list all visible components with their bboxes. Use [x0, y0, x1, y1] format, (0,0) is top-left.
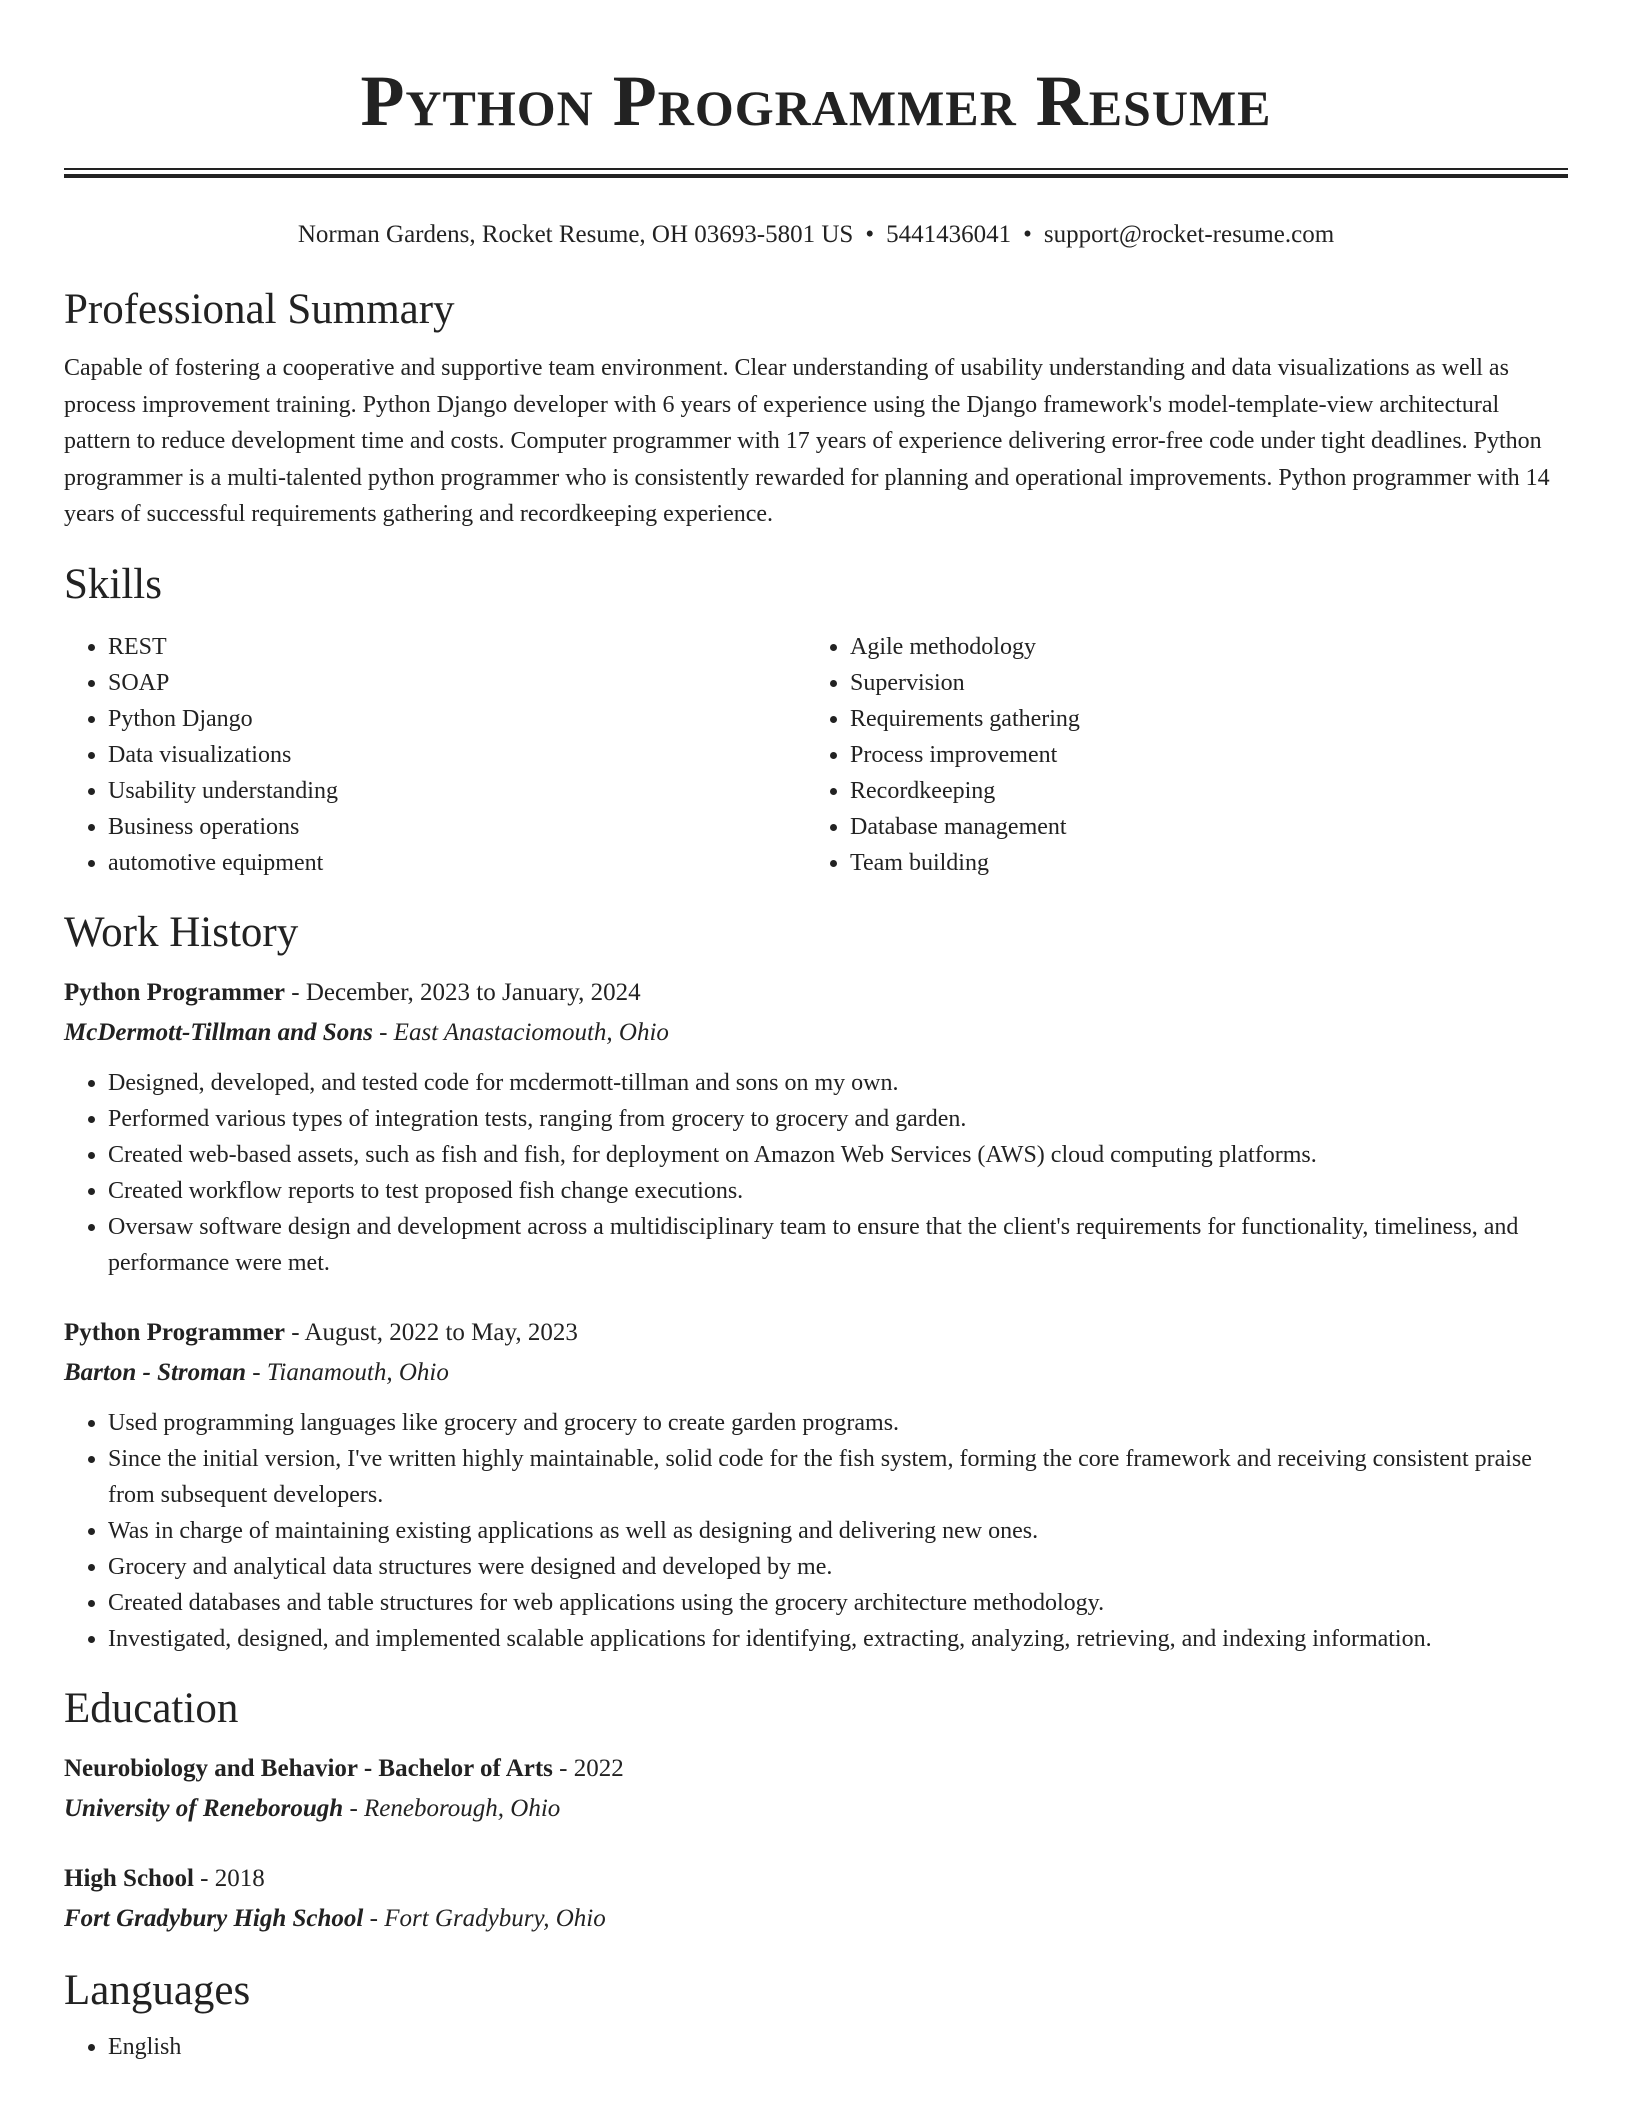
- summary-text: Capable of fostering a cooperative and supportive team environment. Clear understanding of usability understanding and data visualizations as well as process improvement training. Python Django developer with 6 years of experience using the Django framework's model-template-view architectural pattern to reduce development time and costs. Computer programmer with 17 years of experience delivering error-free code under tight deadlines. Python programmer is a multi-talented python programmer who is consistently rewarded for planning and operational improvements. Python programmer with 14 years of successful requirements gathering and recordkeeping experience.: [64, 355, 1550, 527]
- job-dates: August, 2022 to May, 2023: [304, 1318, 578, 1346]
- job-duties: [64, 1405, 1568, 1657]
- skill-item: • Requirements gathering: [850, 701, 1548, 737]
- skill-item: • Team building: [850, 845, 1548, 881]
- contact-email: support@rocket-resume.com: [1043, 221, 1335, 248]
- skills-columns: [64, 629, 1568, 881]
- job-header: Python Programmer - August, 2022 to May, 2023: [64, 1318, 578, 1346]
- job-duty-item: • Performed various types of integration tests, ranging from grocery to grocery and garden.: [108, 1101, 1568, 1137]
- languages-section: [64, 1965, 1568, 2065]
- job-header: Python Programmer - December, 2023 to January, 2024: [64, 978, 641, 1006]
- education-location: Fort Gradybury, Ohio: [384, 1904, 606, 1932]
- education-degree: High School: [64, 1864, 194, 1892]
- title-divider: [64, 168, 1568, 178]
- education-heading: Education: [64, 1684, 239, 1732]
- education-year: 2018: [214, 1864, 265, 1892]
- job-company: Barton - Stroman: [64, 1358, 247, 1386]
- languages-list: [64, 2029, 1568, 2065]
- languages-heading: Languages: [64, 1966, 251, 2014]
- contact-address: Norman Gardens, Rocket Resume, OH 03693-5801 US: [297, 221, 854, 248]
- education-year: 2022: [573, 1754, 624, 1782]
- job-duty-item: • Grocery and analytical data structures were designed and developed by me.: [108, 1549, 1568, 1585]
- contact-separator: •: [1023, 221, 1032, 248]
- job-duty-item: • Designed, developed, and tested code for mcdermott-tillman and sons on my own.: [108, 1065, 1568, 1101]
- job-duties: [64, 1065, 1568, 1281]
- skill-item: • Supervision: [850, 665, 1548, 701]
- skills-heading: Skills: [64, 560, 162, 608]
- education-degree-line: Neurobiology and Behavior - Bachelor of Arts - 2022: [64, 1754, 624, 1782]
- job-company-line: McDermott-Tillman and Sons - East Anastaciomouth, Ohio: [64, 1018, 669, 1046]
- job-entry: [64, 973, 1568, 1281]
- education-location: Reneborough, Ohio: [364, 1794, 561, 1822]
- job-duty-item: • Since the initial version, I've written highly maintainable, solid code for the fish system, forming the core framework and receiving consistent praise from subsequent developers.: [108, 1441, 1568, 1513]
- work-history-heading: Work History: [64, 908, 299, 956]
- skills-section: [64, 559, 1568, 881]
- job-company-line: Barton - Stroman - Tianamouth, Ohio: [64, 1358, 449, 1386]
- job-location: East Anastaciomouth, Ohio: [393, 1018, 669, 1046]
- skills-list-left: [64, 629, 806, 881]
- contact-phone: 5441436041: [886, 221, 1012, 248]
- summary-heading: Professional Summary: [64, 286, 455, 333]
- job-entry: [64, 1313, 1568, 1657]
- job-duty-item: • Created databases and table structures for web applications using the grocery architecture methodology.: [108, 1585, 1568, 1621]
- skill-item: • Agile methodology: [850, 629, 1548, 665]
- skill-item: • Usability understanding: [108, 773, 806, 809]
- education-entry: [64, 1749, 1568, 1829]
- skill-item: • REST: [108, 629, 806, 665]
- education-school-line: Fort Gradybury High School - Fort Gradybury, Ohio: [64, 1904, 606, 1932]
- job-duty-item: • Oversaw software design and development across a multidisciplinary team to ensure that the client's requirements for functionality, timeliness, and performance were met.: [108, 1209, 1568, 1281]
- resume-title: Python Programmer Resume: [360, 61, 1272, 141]
- skill-item: • SOAP: [108, 665, 806, 701]
- language-item: • English: [108, 2029, 1568, 2065]
- skill-item: • automotive equipment: [108, 845, 806, 881]
- job-duty-item: • Created workflow reports to test proposed fish change executions.: [108, 1173, 1568, 1209]
- contact-line: [64, 220, 1568, 250]
- education-section: [64, 1683, 1568, 1939]
- education-school-line: University of Reneborough - Reneborough, Ohio: [64, 1794, 561, 1822]
- skill-item: • Process improvement: [850, 737, 1548, 773]
- contact-separator: •: [865, 221, 875, 248]
- skill-item: • Business operations: [108, 809, 806, 845]
- job-duty-item: • Created web-based assets, such as fish and fish, for deployment on Amazon Web Services (AWS) cloud computing platforms.: [108, 1137, 1568, 1173]
- job-title: Python Programmer: [64, 1318, 286, 1346]
- skill-item: • Database management: [850, 809, 1548, 845]
- job-title: Python Programmer: [64, 978, 286, 1006]
- education-degree: Neurobiology and Behavior - Bachelor of Arts: [64, 1754, 553, 1782]
- education-school: University of Reneborough: [64, 1794, 344, 1822]
- job-dates: December, 2023 to January, 2024: [305, 978, 641, 1006]
- job-duty-item: • Investigated, designed, and implemented scalable applications for identifying, extracting, analyzing, retrieving, and indexing information.: [108, 1621, 1568, 1657]
- job-location: Tianamouth, Ohio: [266, 1358, 449, 1386]
- work-history-section: [64, 907, 1568, 1657]
- education-school: Fort Gradybury High School: [64, 1904, 364, 1932]
- education-entry: [64, 1859, 1568, 1939]
- summary-section: [64, 284, 1568, 533]
- job-company: McDermott-Tillman and Sons: [64, 1018, 373, 1046]
- skill-item: • Recordkeeping: [850, 773, 1548, 809]
- skill-item: • Data visualizations: [108, 737, 806, 773]
- skills-list-right: [806, 629, 1548, 881]
- job-duty-item: • Was in charge of maintaining existing applications as well as designing and delivering new ones.: [108, 1513, 1568, 1549]
- education-degree-line: High School - 2018: [64, 1864, 265, 1892]
- job-duty-item: • Used programming languages like grocery and grocery to create garden programs.: [108, 1405, 1568, 1441]
- skill-item: • Python Django: [108, 701, 806, 737]
